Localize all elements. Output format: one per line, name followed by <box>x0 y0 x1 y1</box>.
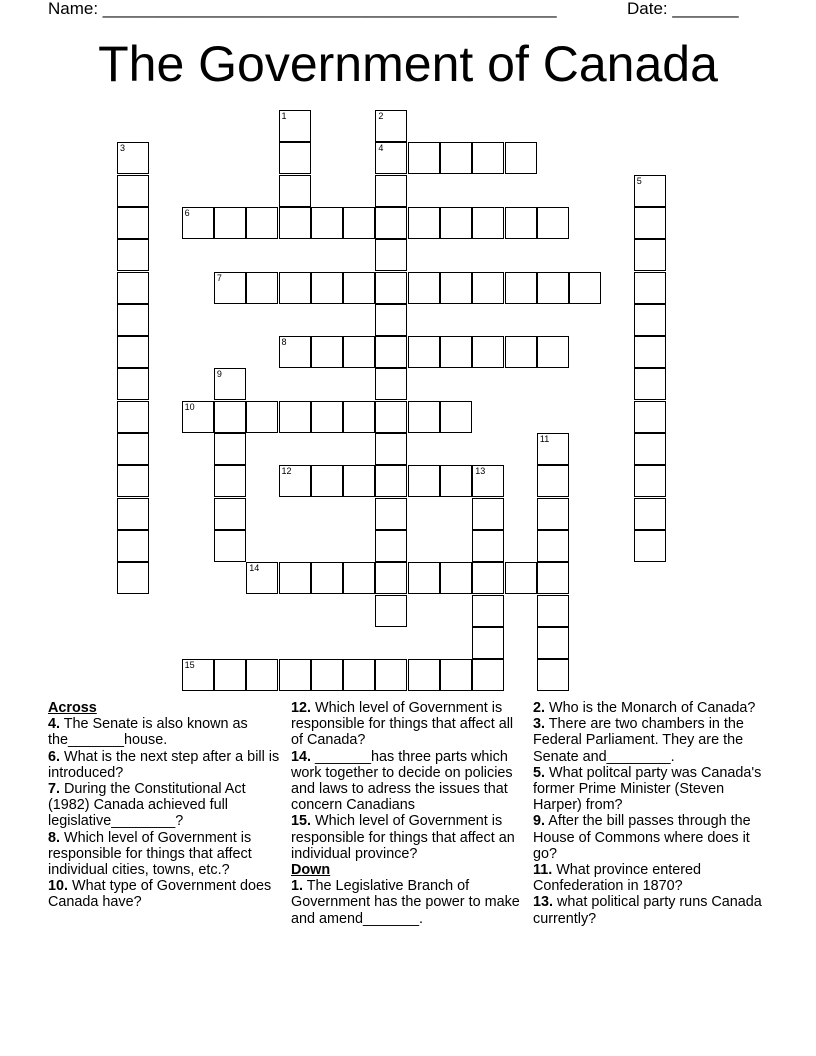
grid-cell[interactable] <box>375 272 407 304</box>
grid-cell[interactable] <box>214 401 246 433</box>
grid-cell[interactable] <box>408 142 440 174</box>
grid-cell[interactable] <box>311 465 343 497</box>
grid-cell[interactable] <box>343 207 375 239</box>
grid-number: 15 <box>184 660 195 671</box>
clue-text: There are two chambers in the Federal Parliament. They are the Senate and________. <box>533 716 744 765</box>
clue-across-12 <box>291 700 526 749</box>
grid-cell[interactable] <box>440 142 472 174</box>
grid-cell[interactable] <box>440 207 472 239</box>
grid-cell[interactable] <box>537 207 569 239</box>
grid-cell[interactable] <box>214 368 246 400</box>
grid-number: 13 <box>475 466 486 477</box>
grid-number: 4 <box>378 143 384 154</box>
grid-cell[interactable] <box>634 272 666 304</box>
grid-cell[interactable] <box>279 336 311 368</box>
grid-number: 14 <box>249 563 260 574</box>
grid-cell[interactable] <box>375 530 407 562</box>
grid-cell[interactable] <box>375 595 407 627</box>
grid-cell[interactable] <box>440 401 472 433</box>
clue-across-10 <box>48 878 283 910</box>
clue-text: The Legislative Branch of Government has the power to make and amend_______. <box>291 878 520 927</box>
grid-cell[interactable] <box>214 207 246 239</box>
grid-cell[interactable] <box>537 659 569 691</box>
grid-cell[interactable] <box>375 465 407 497</box>
grid-cell[interactable] <box>537 562 569 594</box>
clue-number: 7. <box>48 781 61 798</box>
grid-cell[interactable] <box>182 401 214 433</box>
clue-across-7 <box>48 781 283 830</box>
grid-cell[interactable] <box>537 627 569 659</box>
clue-text: The Senate is also known as the_______house. <box>48 716 248 749</box>
clue-text: Who is the Monarch of Canada? <box>549 700 756 716</box>
grid-cell[interactable] <box>634 175 666 207</box>
grid-cell[interactable] <box>214 498 246 530</box>
clue-number: 1. <box>291 878 304 895</box>
grid-cell[interactable] <box>472 465 504 497</box>
grid-cell[interactable] <box>214 659 246 691</box>
grid-cell[interactable] <box>375 175 407 207</box>
grid-cell[interactable] <box>408 207 440 239</box>
clue-down-5 <box>533 765 773 814</box>
grid-cell[interactable] <box>343 465 375 497</box>
grid-cell[interactable] <box>408 659 440 691</box>
grid-cell[interactable] <box>117 465 149 497</box>
grid-cell[interactable] <box>634 304 666 336</box>
grid-cell[interactable] <box>117 207 149 239</box>
clue-number: 14. <box>291 748 312 765</box>
grid-cell[interactable] <box>375 304 407 336</box>
grid-cell[interactable] <box>472 336 504 368</box>
grid-number: 12 <box>281 466 292 477</box>
grid-cell[interactable] <box>311 401 343 433</box>
grid-cell[interactable] <box>311 659 343 691</box>
grid-cell[interactable] <box>408 401 440 433</box>
grid-cell[interactable] <box>408 562 440 594</box>
grid-cell[interactable] <box>634 239 666 271</box>
grid-cell[interactable] <box>375 239 407 271</box>
clue-text: What type of Government does Canada have? <box>48 878 272 911</box>
grid-cell[interactable] <box>182 207 214 239</box>
grid-cell[interactable] <box>634 401 666 433</box>
grid-cell[interactable] <box>279 562 311 594</box>
grid-cell[interactable] <box>117 336 149 368</box>
grid-cell[interactable] <box>634 336 666 368</box>
grid-cell[interactable] <box>440 562 472 594</box>
grid-number: 11 <box>539 434 550 444</box>
clue-number: 2. <box>533 700 546 716</box>
grid-cell[interactable] <box>279 110 311 142</box>
grid-cell[interactable] <box>246 562 278 594</box>
clue-text: Which level of Government is responsible for things that affect all of Canada? <box>291 700 514 749</box>
grid-cell[interactable] <box>117 272 149 304</box>
grid-cell[interactable] <box>375 498 407 530</box>
grid-cell[interactable] <box>117 142 149 174</box>
grid-cell[interactable] <box>537 336 569 368</box>
grid-cell[interactable] <box>117 401 149 433</box>
clue-number: 6. <box>48 748 61 765</box>
grid-cell[interactable] <box>634 465 666 497</box>
grid-cell[interactable] <box>472 562 504 594</box>
grid-cell[interactable] <box>375 433 407 465</box>
grid-cell[interactable] <box>375 368 407 400</box>
grid-cell[interactable] <box>311 336 343 368</box>
clue-across-6 <box>48 749 283 781</box>
grid-number: 3 <box>120 143 126 154</box>
grid-number: 8 <box>281 337 287 348</box>
grid-cell[interactable] <box>117 433 149 465</box>
grid-cell[interactable] <box>117 562 149 594</box>
grid-cell[interactable] <box>472 142 504 174</box>
grid-number: 7 <box>216 272 222 283</box>
grid-cell[interactable] <box>279 659 311 691</box>
grid-cell[interactable] <box>537 433 569 465</box>
clue-across-14 <box>291 749 526 814</box>
clue-across-15 <box>291 813 526 862</box>
clue-across-8 <box>48 830 283 879</box>
clue-text: What politcal party was Canada's former Prime Minister (Steven Harper) from? <box>533 764 762 814</box>
grid-number: 10 <box>184 401 195 412</box>
grid-cell[interactable] <box>472 498 504 530</box>
clues-column-3 <box>533 700 773 927</box>
grid-cell[interactable] <box>472 595 504 627</box>
grid-cell[interactable] <box>375 207 407 239</box>
grid-cell[interactable] <box>505 142 537 174</box>
grid-cell[interactable] <box>117 530 149 562</box>
grid-cell[interactable] <box>537 498 569 530</box>
grid-number: 9 <box>216 369 222 380</box>
clue-text: Which level of Government is responsible for things that affect an individual province? <box>291 813 515 862</box>
clue-text: During the Constitutional Act (1982) Canada achieved full legislative________? <box>48 781 246 830</box>
name-field: Name: ________________________________________________ <box>48 0 557 18</box>
grid-cell[interactable] <box>279 401 311 433</box>
grid-cell[interactable] <box>634 498 666 530</box>
grid-cell[interactable] <box>214 465 246 497</box>
grid-cell[interactable] <box>117 239 149 271</box>
grid-cell[interactable] <box>375 401 407 433</box>
grid-cell[interactable] <box>246 272 278 304</box>
grid-cell[interactable] <box>537 595 569 627</box>
grid-cell[interactable] <box>472 659 504 691</box>
clue-number: 4. <box>48 716 61 733</box>
grid-cell[interactable] <box>505 207 537 239</box>
grid-cell[interactable] <box>182 659 214 691</box>
grid-cell[interactable] <box>472 207 504 239</box>
grid-cell[interactable] <box>343 659 375 691</box>
clues-column-2 <box>291 700 526 927</box>
date-field: Date: _______ <box>627 0 739 18</box>
clue-number: 12. <box>291 700 312 716</box>
grid-cell[interactable] <box>343 401 375 433</box>
grid-cell[interactable] <box>537 465 569 497</box>
grid-cell[interactable] <box>214 272 246 304</box>
grid-cell[interactable] <box>634 530 666 562</box>
grid-cell[interactable] <box>537 272 569 304</box>
clue-number: 9. <box>533 813 546 830</box>
grid-cell[interactable] <box>472 530 504 562</box>
across-heading: Across <box>48 700 97 716</box>
grid-cell[interactable] <box>408 336 440 368</box>
grid-cell[interactable] <box>117 304 149 336</box>
grid-number: 2 <box>378 111 384 121</box>
grid-cell[interactable] <box>279 207 311 239</box>
grid-cell[interactable] <box>440 336 472 368</box>
grid-cell[interactable] <box>472 627 504 659</box>
clue-across-4 <box>48 716 283 748</box>
grid-cell[interactable] <box>440 272 472 304</box>
clue-down-11 <box>533 862 773 894</box>
grid-cell[interactable] <box>505 272 537 304</box>
grid-cell[interactable] <box>505 336 537 368</box>
grid-cell[interactable] <box>311 207 343 239</box>
grid-number: 6 <box>184 207 190 218</box>
grid-cell[interactable] <box>343 272 375 304</box>
clue-text: Which level of Government is responsible for things that affect individual cities, towns, etc.? <box>48 829 252 879</box>
grid-cell[interactable] <box>505 562 537 594</box>
grid-cell[interactable] <box>311 562 343 594</box>
grid-cell[interactable] <box>634 368 666 400</box>
clue-number: 5. <box>533 764 546 781</box>
clue-number: 3. <box>533 716 546 733</box>
grid-cell[interactable] <box>214 433 246 465</box>
down-heading: Down <box>291 862 331 879</box>
clues-column-1 <box>48 700 283 911</box>
clue-number: 13. <box>533 894 554 911</box>
grid-cell[interactable] <box>375 142 407 174</box>
grid-cell[interactable] <box>279 142 311 174</box>
grid-cell[interactable] <box>117 368 149 400</box>
clue-number: 15. <box>291 813 312 830</box>
grid-cell[interactable] <box>279 272 311 304</box>
grid-cell[interactable] <box>246 659 278 691</box>
grid-cell[interactable] <box>117 498 149 530</box>
grid-cell[interactable] <box>279 175 311 207</box>
clue-text: After the bill passes through the House of Commons where does it go? <box>533 813 751 862</box>
grid-number: 5 <box>636 175 642 186</box>
grid-cell[interactable] <box>537 530 569 562</box>
grid-cell[interactable] <box>408 465 440 497</box>
clue-number: 8. <box>48 829 61 846</box>
grid-cell[interactable] <box>246 207 278 239</box>
clue-down-3 <box>533 716 773 765</box>
grid-cell[interactable] <box>375 336 407 368</box>
clue-number: 11. <box>533 862 553 879</box>
clue-text: What is the next step after a bill is introduced? <box>48 748 280 781</box>
grid-cell[interactable] <box>311 272 343 304</box>
grid-cell[interactable] <box>375 110 407 142</box>
clue-text: _______has three parts which work together to decide on policies and laws to adress the issues that concern Canadians <box>291 748 513 814</box>
clue-down-13 <box>533 894 773 926</box>
grid-cell[interactable] <box>634 433 666 465</box>
grid-cell[interactable] <box>343 562 375 594</box>
grid-cell[interactable] <box>279 465 311 497</box>
grid-cell[interactable] <box>440 465 472 497</box>
clue-down-2 <box>533 700 773 716</box>
grid-cell[interactable] <box>375 659 407 691</box>
clue-down-1 <box>291 878 526 927</box>
grid-cell[interactable] <box>214 530 246 562</box>
clue-text: what political party runs Canada currently? <box>533 894 762 927</box>
grid-cell[interactable] <box>440 659 472 691</box>
grid-cell[interactable] <box>408 272 440 304</box>
clue-number: 10. <box>48 878 69 895</box>
clue-text: What province entered Confederation in 1870? <box>533 862 702 895</box>
grid-cell[interactable] <box>117 175 149 207</box>
grid-number: 1 <box>281 111 287 121</box>
grid-cell[interactable] <box>246 401 278 433</box>
grid-cell[interactable] <box>472 272 504 304</box>
grid-cell[interactable] <box>634 207 666 239</box>
grid-cell[interactable] <box>343 336 375 368</box>
clue-down-9 <box>533 813 773 862</box>
page-title: The Government of Canada <box>98 36 718 92</box>
grid-cell[interactable] <box>569 272 601 304</box>
grid-cell[interactable] <box>375 562 407 594</box>
